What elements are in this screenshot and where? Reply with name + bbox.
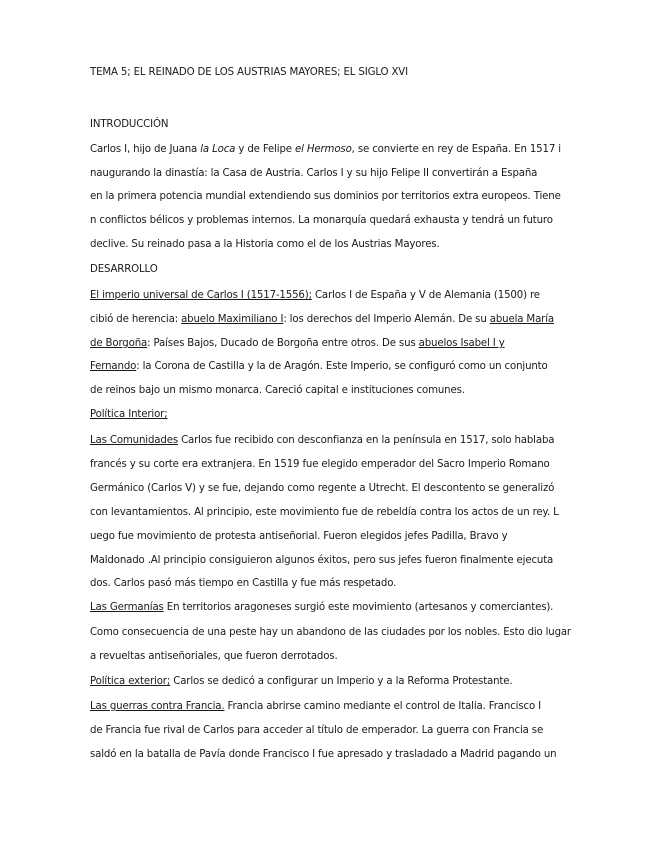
underlined-term: de Borgoña bbox=[90, 338, 148, 349]
francia-line-1 bbox=[90, 700, 541, 714]
text-run: Carlos I de España y V de Alemania (1500) re bbox=[311, 290, 540, 301]
section-heading-germanias: Las Germanías bbox=[90, 602, 164, 613]
comunidades-line-2: francés y su corte era extranjera. En 1519 fue elegido emperador del Sacro Imperio Romano bbox=[90, 459, 550, 470]
comunidades-line-7: dos. Carlos pasó más tiempo en Castilla y fue más respetado. bbox=[90, 578, 397, 589]
underlined-term: abuelos Isabel I y bbox=[418, 338, 505, 349]
intro-heading: INTRODUCCIÓN bbox=[90, 119, 169, 130]
text-run: Carlos fue recibido con desconfianza en la península en 1517, solo hablaba bbox=[177, 435, 555, 446]
politica-exterior-line bbox=[90, 675, 512, 689]
text-run: Francia abrirse camino mediante el control de Italia. Francisco I bbox=[224, 701, 541, 712]
comunidades-line-1 bbox=[90, 434, 554, 448]
comunidades-line-3: Germánico (Carlos V) y se fue, dejando como regente a Utrecht. El descontento se generalizó bbox=[90, 483, 555, 494]
germanias-line-3: a revueltas antiseñoriales, que fueron derrotados. bbox=[90, 651, 338, 662]
francia-line-3: saldó en la batalla de Pavía donde Francisco I fue apresado y trasladado a Madrid pagando un bbox=[90, 749, 557, 760]
imperio-line-3 bbox=[90, 337, 505, 351]
underlined-term: Fernando bbox=[90, 361, 137, 372]
italic-text: el Hermoso bbox=[295, 144, 352, 155]
desarrollo-heading: DESARROLLO bbox=[90, 264, 158, 275]
text-run: , se convierte en rey de España. En 1517 i bbox=[351, 144, 561, 155]
text-run: : Países Bajos, Ducado de Borgoña entre otros. De sus bbox=[147, 338, 419, 349]
underlined-term: abuelo Maximiliano I bbox=[181, 314, 284, 325]
germanias-line-2: Como consecuencia de una peste hay un abandono de las ciudades por los nobles. Esto dio lugar bbox=[90, 627, 571, 638]
intro-line-5: declive. Su reinado pasa a la Historia como el de los Austrias Mayores. bbox=[90, 239, 440, 250]
section-heading-comunidades: Las Comunidades bbox=[90, 435, 178, 446]
imperio-line-1 bbox=[90, 289, 540, 303]
text-run: cibió de herencia: bbox=[90, 314, 182, 325]
text-run: : los derechos del Imperio Alemán. De su bbox=[283, 314, 490, 325]
underlined-term: abuela María bbox=[489, 314, 554, 325]
section-heading-imperio: El imperio universal de Carlos I (1517-1556); bbox=[90, 290, 312, 301]
germanias-line-1 bbox=[90, 601, 553, 615]
comunidades-line-4: con levantamientos. Al principio, este movimiento fue de rebeldía contra los actos de un rey. L bbox=[90, 507, 559, 518]
comunidades-line-5: uego fue movimiento de protesta antiseñorial. Fueron elegidos jefes Padilla, Bravo y bbox=[90, 531, 508, 542]
text-run: En territorios aragoneses surgió este movimiento (artesanos y comerciantes). bbox=[163, 602, 554, 613]
politica-interior-heading: Política Interior; bbox=[90, 409, 168, 420]
intro-line-2: naugurando la dinastía: la Casa de Austria. Carlos I y su hijo Felipe II convertirán a España bbox=[90, 168, 538, 179]
intro-line-3: en la primera potencia mundial extendiendo sus dominios por territorios extra europeos. Tiene bbox=[90, 191, 561, 202]
text-run: Carlos I, hijo de Juana bbox=[90, 144, 201, 155]
text-run: y de Felipe bbox=[235, 144, 295, 155]
imperio-line-2 bbox=[90, 313, 554, 327]
comunidades-line-6: Maldonado .Al principio consiguieron algunos éxitos, pero sus jefes fueron finalmente ejecuta bbox=[90, 555, 554, 566]
intro-line-1 bbox=[90, 143, 561, 157]
imperio-line-4 bbox=[90, 360, 548, 374]
imperio-line-5: de reinos bajo un mismo monarca. Careció capital e instituciones comunes. bbox=[90, 385, 465, 396]
intro-line-4: n conflictos bélicos y problemas internos. La monarquía quedará exhausta y tendrá un futuro bbox=[90, 215, 553, 226]
francia-line-2: de Francia fue rival de Carlos para acceder al título de emperador. La guerra con Francia se bbox=[90, 725, 544, 736]
section-heading-exterior: Política exterior; bbox=[90, 676, 171, 687]
text-run: Carlos se dedicó a configurar un Imperio y a la Reforma Protestante. bbox=[170, 676, 513, 687]
section-heading-francia: Las guerras contra Francia. bbox=[90, 701, 225, 712]
italic-text: la Loca bbox=[200, 144, 236, 155]
document-title: TEMA 5; EL REINADO DE LOS AUSTRIAS MAYORES; EL SIGLO XVI bbox=[90, 67, 408, 78]
text-run: : la Corona de Castilla y la de Aragón. Este Imperio, se configuró como un conjunto bbox=[136, 361, 548, 372]
